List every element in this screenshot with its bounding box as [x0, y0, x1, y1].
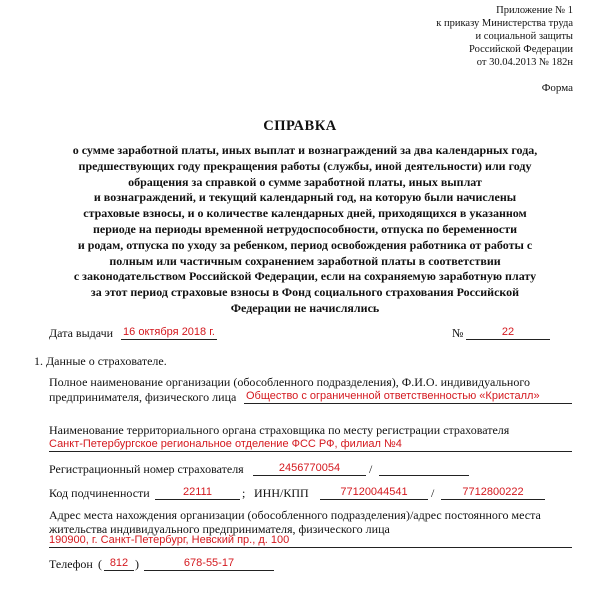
- reg-number-extra-underline: [379, 475, 469, 476]
- kpp-field[interactable]: 7712800222: [462, 486, 524, 498]
- subtitle-line: и вознаграждений, и текущий календарный год, на которую были начислены: [93, 190, 517, 205]
- issue-date-label: Дата выдачи: [49, 326, 114, 340]
- appendix-line: Приложение № 1: [496, 5, 573, 16]
- org-label-line1: Полное наименование организации (обособленного подразделения), Ф.И.О. индивидуального: [49, 375, 530, 389]
- subtitle-line: полным или частичным сохранением заработной платы в соответствии: [109, 253, 501, 268]
- subtitle-line: периоде на периоды временной нетрудоспособности, отпуска по беременности: [92, 221, 518, 236]
- inn-field[interactable]: 77120044541: [340, 486, 408, 498]
- inn-kpp-label: ИНН/КПП: [254, 486, 309, 500]
- appendix-line: Российской Федерации: [469, 44, 573, 55]
- territorial-field[interactable]: Санкт-Петербургское региональное отделение ФСС РФ, филиал №4: [49, 438, 402, 450]
- number-field[interactable]: 22: [501, 326, 515, 338]
- section-1-title: 1. Данные о страхователе.: [34, 354, 167, 368]
- subtitle-line: за этот период страховые взносы в Фонд социального страхования Российской: [90, 285, 520, 300]
- subordination-code-label: Код подчиненности: [49, 486, 150, 500]
- subtitle-line: с законодательством Российской Федерации, если на сохраняемую заработную плату: [73, 269, 537, 284]
- org-label-line2: предпринимателя, физического лица: [49, 390, 237, 404]
- address-label-line2: жительства индивидуального предпринимателя, физического лица: [49, 522, 390, 536]
- appendix-line: от 30.04.2013 № 182н: [476, 57, 573, 68]
- document-subtitle: [40, 143, 570, 317]
- subtitle-line: и родам, отпуска по уходу за ребенком, период освобождения работника от работы с: [77, 237, 533, 252]
- issue-date-field[interactable]: 16 октября 2018 г.: [123, 326, 215, 338]
- address-field[interactable]: 190900, г. Санкт-Петербург, Невский пр., д. 100: [49, 534, 290, 546]
- subtitle-line: предшествующих году прекращения работы (службы, иной деятельности) или году: [78, 158, 532, 173]
- form-label: Форма: [541, 82, 573, 94]
- reg-number-label: Регистрационный номер страхователя: [49, 462, 244, 476]
- subtitle-line: о сумме заработной платы, иных выплат и вознаграждений за два календарных года,: [72, 143, 538, 157]
- number-label: №: [452, 326, 464, 340]
- address-label-line1: Адрес места нахождения организации (обособленного подразделения)/адрес постоянного места: [49, 508, 541, 522]
- phone-code-field[interactable]: 812: [109, 557, 129, 569]
- org-name-field[interactable]: Общество с ограниченной ответственностью «Кристалл»: [246, 390, 540, 402]
- phone-close-paren: ): [135, 557, 139, 571]
- appendix-block: [373, 4, 573, 69]
- subordination-code-field[interactable]: 22111: [183, 486, 212, 498]
- phone-number-field[interactable]: 678-55-17: [183, 557, 235, 569]
- territorial-label: Наименование территориального органа страховщика по месту регистрации страхователя: [49, 423, 510, 437]
- codes-semicolon: ;: [242, 486, 246, 500]
- phone-open-paren: (: [98, 557, 102, 571]
- inn-kpp-slash: /: [431, 486, 435, 500]
- phone-label: Телефон: [49, 557, 93, 571]
- appendix-line: к приказу Министерства труда: [436, 18, 573, 29]
- subtitle-line: страховые взносы, и о количестве календарных дней, приходящихся в указанном: [83, 206, 527, 221]
- reg-number-slash: /: [369, 462, 373, 476]
- appendix-line: и социальной защиты: [475, 31, 573, 42]
- subtitle-line: Федерации не начислялись: [230, 300, 380, 315]
- document-title: СПРАВКА: [263, 118, 337, 134]
- reg-number-field[interactable]: 2456770054: [278, 462, 341, 474]
- subtitle-line: обращения за справкой о сумме заработной платы, иных выплат: [128, 174, 482, 189]
